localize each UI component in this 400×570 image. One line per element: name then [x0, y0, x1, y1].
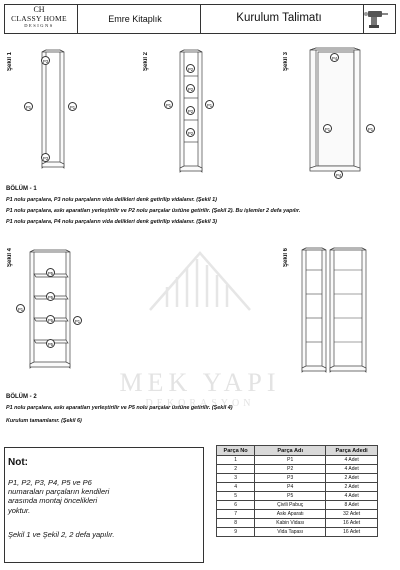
cell-part-qty: 4 Adet: [326, 456, 378, 465]
figure-label-4: Şekil 4: [7, 248, 13, 268]
table-row: [217, 528, 378, 537]
cell-part-no: 6: [217, 501, 255, 510]
cell-part-qty: 16 Adet: [326, 519, 378, 528]
drill-icon: [362, 8, 392, 30]
part-tag-p2: P2: [186, 106, 195, 115]
part-tag-p5: P5: [46, 268, 55, 277]
figure-4-drawing: [26, 246, 90, 376]
cell-part-no: 8: [217, 519, 255, 528]
note-line: yoktur.: [8, 505, 31, 515]
cell-part-qty: 2 Adet: [326, 483, 378, 492]
figure-3-drawing: [296, 44, 376, 184]
parts-table: [216, 445, 378, 537]
table-row: [217, 483, 378, 492]
figure-6-drawing: [298, 244, 378, 378]
cell-part-no: 5: [217, 492, 255, 501]
note-line: numaraları parçaların kendileri: [8, 487, 110, 497]
cell-part-no: 7: [217, 510, 255, 519]
cell-part-name: Kabin Vidası: [255, 519, 326, 528]
logo-name: CLASSY HOME: [11, 14, 67, 23]
cell-part-qty: 2 Adet: [326, 474, 378, 483]
part-tag-p2: P2: [186, 128, 195, 137]
note-body: [8, 478, 109, 515]
table-row: [217, 519, 378, 528]
column-header-part-qty: Parça Adedi: [326, 446, 378, 456]
note-line: arasında montaj öncelikleri: [8, 496, 98, 506]
table-row: [217, 510, 378, 519]
part-tag-p5: P5: [46, 292, 55, 301]
figure-label-2: Şekil 2: [143, 52, 149, 72]
logo-subtitle: DESIGNS: [24, 23, 54, 28]
figure-label-6: Şekil 6: [283, 248, 289, 268]
cell-part-name: P5: [255, 492, 326, 501]
part-tag-p1: P1: [366, 124, 375, 133]
part-tag-p4: P4: [334, 170, 343, 179]
watermark-subtitle: DEKORASYON: [145, 398, 255, 409]
part-tag-p3: P3: [41, 153, 50, 162]
part-tag-p1: P1: [16, 304, 25, 313]
cell-part-qty: 16 Adet: [326, 528, 378, 537]
cell-part-qty: 4 Adet: [326, 465, 378, 474]
cell-part-no: 3: [217, 474, 255, 483]
table-row: [217, 501, 378, 510]
instructions-title: Kurulum Talimatı: [236, 12, 322, 24]
table-header-row: [217, 446, 378, 456]
part-tag-p1: P1: [323, 124, 332, 133]
table-row: [217, 456, 378, 465]
part-tag-p5: P5: [46, 315, 55, 324]
part-tag-p5: P5: [46, 339, 55, 348]
cell-part-name: Askı Aparatı: [255, 510, 326, 519]
cell-part-qty: 8 Adet: [326, 501, 378, 510]
note-title: Not:: [8, 457, 28, 468]
column-header-part-name: Parça Adı: [255, 446, 326, 456]
part-tag-p3: P3: [41, 56, 50, 65]
watermark-title: MEK YAPI: [119, 368, 281, 397]
cell-part-no: 1: [217, 456, 255, 465]
section-1-title: BÖLÜM - 1: [6, 186, 37, 192]
part-tag-p1: P1: [205, 100, 214, 109]
section-2-title: BÖLÜM - 2: [6, 394, 37, 400]
section-2-line: P1 nolu parçalara, askı aparatları yerleştirilir ve P5 nolu parçalar üstüne getirilir. (Şekil 4): [6, 405, 233, 411]
header-divider: [77, 5, 78, 33]
part-tag-p2: P2: [186, 64, 195, 73]
note-line: P1, P2, P3, P4, P5 ve P6: [8, 478, 92, 487]
cell-part-no: 9: [217, 528, 255, 537]
section-1-line: P1 nolu parçalara, askı aparatları yerleştirilir ve P2 nolu parçalar üstüne getirilir. (Şekil 2). Bu işlemler 2 defa yapılır.: [6, 208, 301, 214]
column-header-part-no: Parça No: [217, 446, 255, 456]
part-tag-p1: P1: [68, 102, 77, 111]
cell-part-name: P2: [255, 465, 326, 474]
cell-part-name: P3: [255, 474, 326, 483]
cell-part-name: Çivili Pabuç: [255, 501, 326, 510]
logo-mark: CH: [33, 5, 45, 14]
section-1-line: P1 nolu parçalara, P4 nolu parçaların vida delikleri denk getirilip vidalanır. (Şekil 3): [6, 219, 217, 225]
part-tag-p1: P1: [73, 316, 82, 325]
cell-part-name: Vida Tapası: [255, 528, 326, 537]
watermark-logo: [145, 245, 255, 315]
cell-part-qty: 32 Adet: [326, 510, 378, 519]
cell-part-name: P1: [255, 456, 326, 465]
figure-label-1: Şekil 1: [7, 52, 13, 72]
figure-2-drawing: [176, 46, 216, 178]
cell-part-no: 2: [217, 465, 255, 474]
part-tag-p2: P2: [186, 84, 195, 93]
table-row: [217, 474, 378, 483]
table-row: [217, 465, 378, 474]
section-1-line: P1 nolu parçalara, P3 nolu parçaların vida delikleri denk getirilip vidalanır. (Şekil 1): [6, 197, 217, 203]
product-title: Emre Kitaplık: [108, 14, 162, 24]
cell-part-name: P4: [255, 483, 326, 492]
brand-logo: [6, 5, 72, 28]
table-row: [217, 492, 378, 501]
note-footer: Şekil 1 ve Şekil 2, 2 defa yapılır.: [8, 530, 115, 539]
part-tag-p1: P1: [164, 100, 173, 109]
figure-label-3: Şekil 3: [283, 52, 289, 72]
part-tag-p4: P4: [330, 53, 339, 62]
cell-part-no: 4: [217, 483, 255, 492]
part-tag-p1: P1: [24, 102, 33, 111]
section-2-line: Kurulum tamamlanır. (Şekil 6): [6, 418, 82, 424]
cell-part-qty: 4 Adet: [326, 492, 378, 501]
